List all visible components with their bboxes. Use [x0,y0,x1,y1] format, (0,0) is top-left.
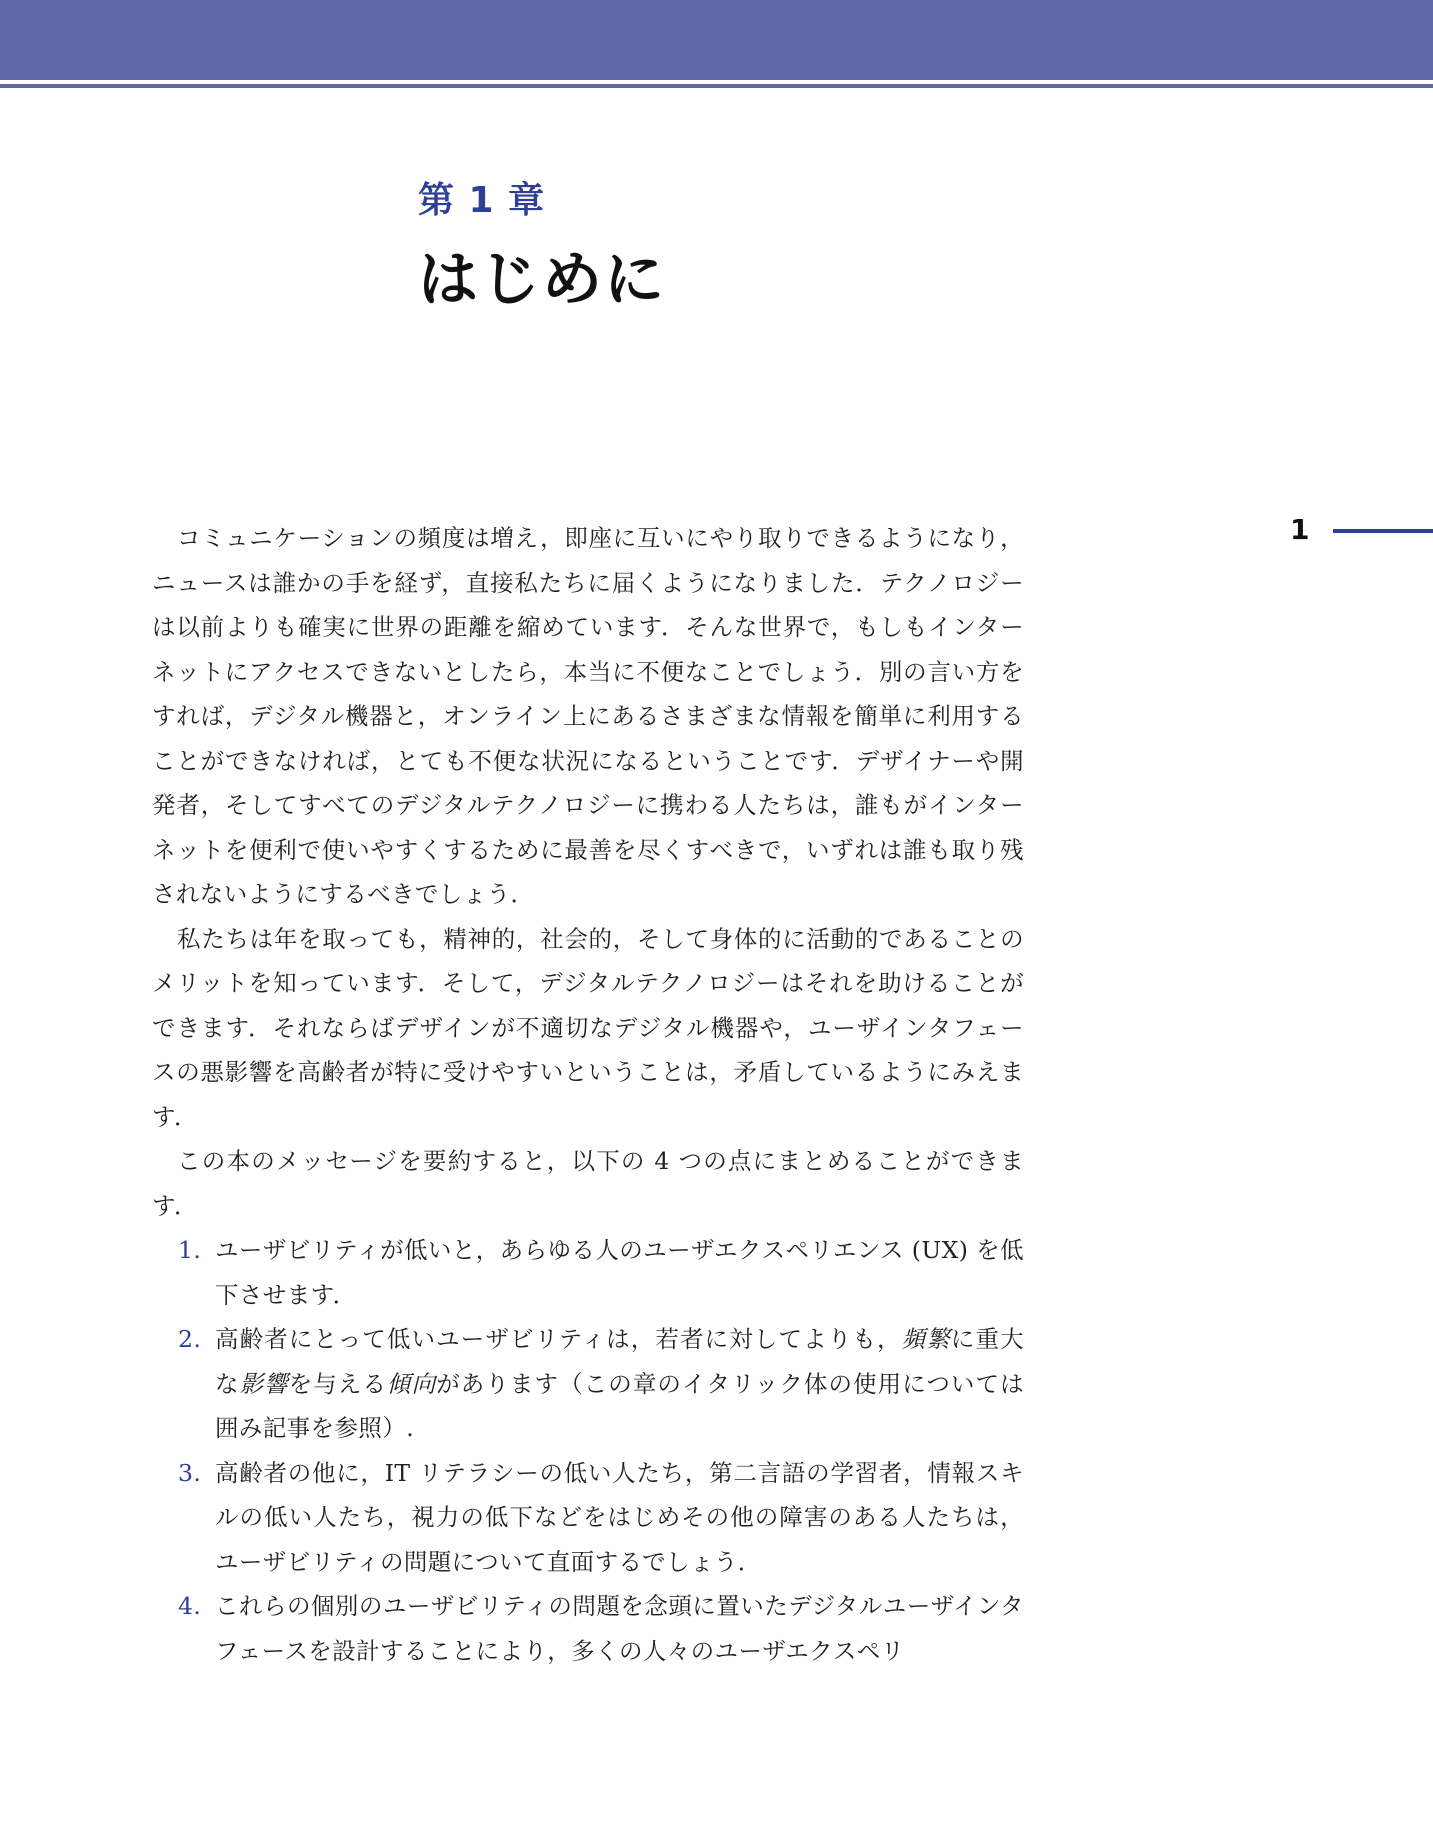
chapter-title: はじめに [418,245,666,315]
list-number: 2. [178,1325,202,1353]
header-rule [0,84,1433,88]
emphasis: 影響 [239,1369,289,1398]
list-text-segment: に重大な [215,1325,1024,1398]
list-item [152,1228,1024,1317]
list-text [215,1325,1024,1442]
emphasis: 傾向 [387,1369,437,1398]
header-band [0,0,1433,80]
list-text-segment: があります（ [436,1369,584,1398]
list-item [152,1451,1024,1585]
list-number: 1. [178,1236,202,1264]
key-points-list [152,1228,1024,1673]
list-text: ユーザビリティが低いと，あらゆる人のユーザエクスペリエンス (UX) を低下させます． [215,1236,1024,1309]
paragraph-summary: この本のメッセージを要約すると，以下の 4 つの点にまとめることができます． [152,1147,1024,1220]
list-text-segment: 高齢者にとって低いユーザビリティは，若者に対してよりも， [215,1325,902,1353]
list-item [152,1317,1024,1451]
paragraph-aging: 私たちは年を取っても，精神的，社会的，そして身体的に活動的であることのメリットを知っています．そして，デジタルテクノロジーはそれを助けることができます．それならばデザインが不適切なデジタル機器や，ユーザインタフェースの悪影響を高齢者が特に受けやすいということは，矛盾しているようにみえます． [152,924,1024,1131]
list-text: 高齢者の他に，IT リテラシーの低い人たち，第二言語の学習者，情報スキルの低い人たち，視力の低下などをはじめその他の障害のある人たちは，ユーザビリティの問題について直面するでしょう． [215,1458,1024,1576]
sidebar-reference-note: この章のイタリック体の使用については囲み記事を参照 [215,1369,1024,1442]
list-text-segment: ）. [382,1414,415,1442]
emphasis: 頻繁 [901,1325,951,1353]
list-text-segment: を与える [288,1369,388,1398]
body-text [152,516,1024,1673]
list-number: 3. [178,1458,202,1487]
thumb-index-number: 1 [1290,513,1310,546]
list-text: これらの個別のユーザビリティの問題を念頭に置いたデジタルユーザインタフェースを設計することにより，多くの人々のユーザエクスペリ [215,1592,1024,1665]
list-number: 4. [178,1592,202,1620]
paragraph-intro: コミュニケーションの頻度は増え，即座に互いにやり取りできるようになり，ニュースは誰かの手を経ず，直接私たちに届くようになりました．テクノロジーは以前よりも確実に世界の距離を縮めています．そんな世界で，もしもインターネットにアクセスできないとしたら，本当に不便なことでしょう．別の言い方をすれば，デジタル機器と，オンライン上にあるさまざまな情報を簡単に利用することができなければ，とても不便な状況になるということです．デザイナーや開発者，そしてすべてのデジタルテクノロジーに携わる人たちは，誰もがインターネットを便利で使いやすくするために最善を尽くすべきで，いずれは誰も取り残されないようにするべきでしょう． [152,524,1024,908]
chapter-label: 第 1 章 [418,180,546,221]
list-item [152,1584,1024,1673]
thumb-index-bar [1333,529,1433,533]
